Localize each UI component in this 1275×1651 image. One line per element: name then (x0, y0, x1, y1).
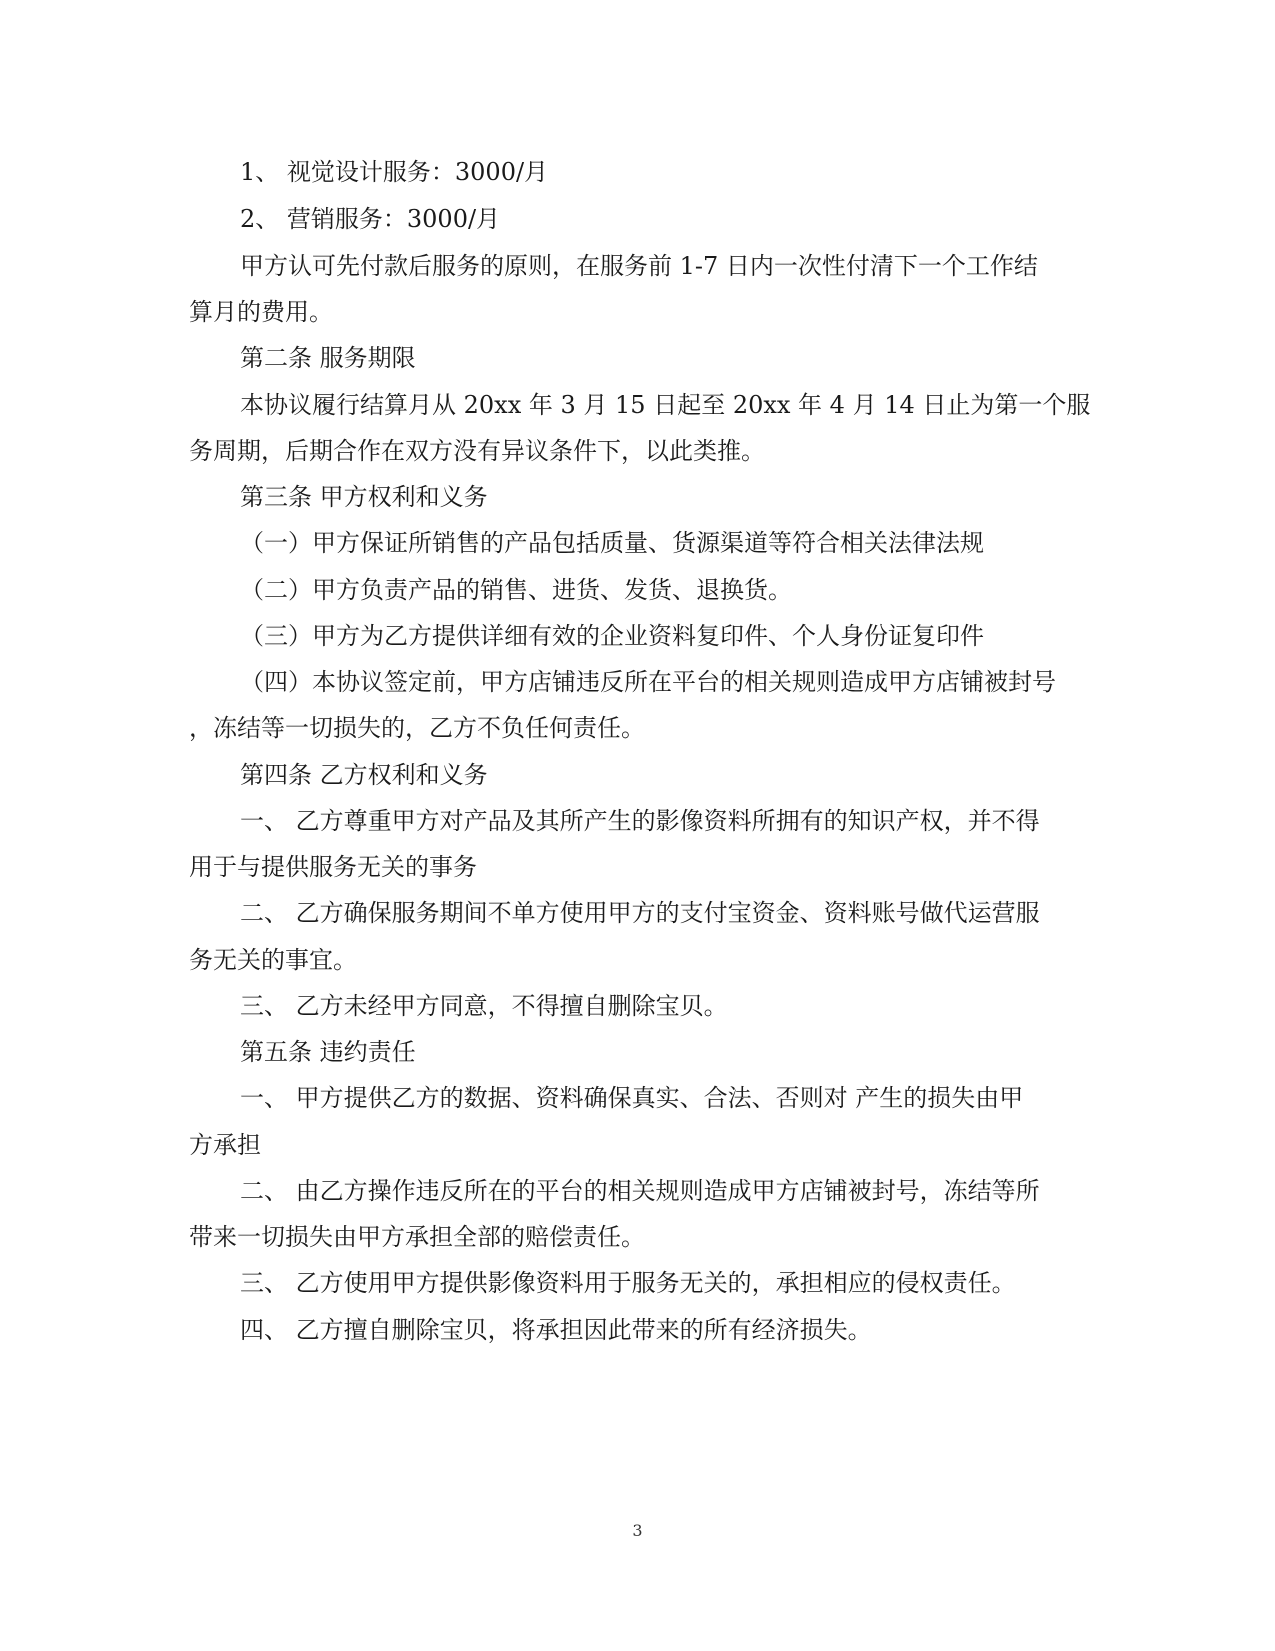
party-a-clause-3: （三）甲方为乙方提供详细有效的企业资料复印件、个人身份证复印件 (240, 622, 984, 650)
party-b-clause-2-line-1: 二、 乙方确保服务期间不单方使用甲方的支付宝资金、资料账号做代运营服 (240, 899, 1040, 927)
party-a-clause-2: （二）甲方负责产品的销售、进货、发货、退换货。 (240, 576, 792, 604)
party-a-clause-1: （一）甲方保证所销售的产品包括质量、货源渠道等符合相关法律法规 (240, 529, 984, 557)
party-b-clause-1-line-1: 一、 乙方尊重甲方对产品及其所产生的影像资料所拥有的知识产权，并不得 (240, 807, 1040, 835)
payment-terms-line-2: 算月的费用。 (189, 298, 333, 326)
page-number: 3 (632, 1521, 643, 1540)
article-2-heading: 第二条 服务期限 (240, 344, 416, 372)
article-5-heading: 第五条 违约责任 (240, 1038, 416, 1066)
liability-clause-1-line-2: 方承担 (189, 1131, 261, 1159)
liability-clause-2-line-2: 带来一切损失由甲方承担全部的赔偿责任。 (189, 1223, 645, 1251)
fee-item-visual-design: 1、 视觉设计服务：3000/月 (240, 158, 549, 186)
service-period-line-1: 本协议履行结算月从 20xx 年 3 月 15 日起至 20xx 年 4 月 14 日止为第一个服 (240, 391, 1091, 419)
payment-terms-line-1: 甲方认可先付款后服务的原则，在服务前 1-7 日内一次性付清下一个工作结 (240, 252, 1038, 280)
party-a-clause-4-line-2: ，冻结等一切损失的，乙方不负任何责任。 (189, 714, 645, 742)
liability-clause-3: 三、 乙方使用甲方提供影像资料用于服务无关的，承担相应的侵权责任。 (240, 1269, 1016, 1297)
party-b-clause-3: 三、 乙方未经甲方同意，不得擅自删除宝贝。 (240, 992, 728, 1020)
article-4-heading: 第四条 乙方权利和义务 (240, 761, 488, 789)
service-period-line-2: 务周期，后期合作在双方没有异议条件下，以此类推。 (189, 437, 765, 465)
party-b-clause-1-line-2: 用于与提供服务无关的事务 (189, 853, 477, 881)
liability-clause-4: 四、 乙方擅自删除宝贝，将承担因此带来的所有经济损失。 (240, 1316, 872, 1344)
party-a-clause-4-line-1: （四）本协议签定前，甲方店铺违反所在平台的相关规则造成甲方店铺被封号 (240, 668, 1056, 696)
article-3-heading: 第三条 甲方权利和义务 (240, 483, 488, 511)
fee-item-marketing: 2、 营销服务：3000/月 (240, 205, 501, 233)
party-b-clause-2-line-2: 务无关的事宜。 (189, 946, 357, 974)
liability-clause-2-line-1: 二、 由乙方操作违反所在的平台的相关规则造成甲方店铺被封号，冻结等所 (240, 1177, 1040, 1205)
liability-clause-1-line-1: 一、 甲方提供乙方的数据、资料确保真实、合法、否则对 产生的损失由甲 (240, 1084, 1024, 1112)
